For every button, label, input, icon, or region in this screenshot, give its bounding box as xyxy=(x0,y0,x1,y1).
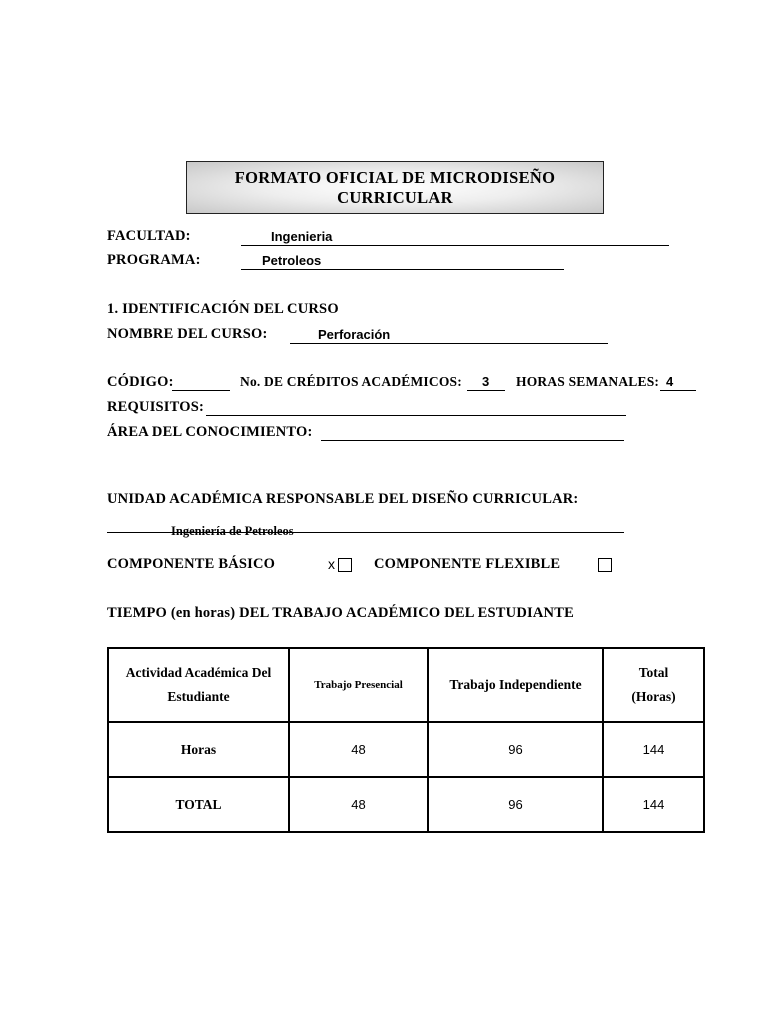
area-field xyxy=(321,424,624,441)
row-independiente: 96 xyxy=(428,722,603,777)
codigo-field xyxy=(172,374,230,391)
row-total: 144 xyxy=(603,722,704,777)
unidad-label: UNIDAD ACADÉMICA RESPONSABLE DEL DISEÑO CURRICULAR: xyxy=(107,491,579,507)
facultad-value: Ingenieria xyxy=(271,229,333,244)
unidad-value: Ingeniería de Petroleos xyxy=(171,524,294,538)
componente-flexible-label: COMPONENTE FLEXIBLE xyxy=(374,556,561,572)
table-header-row xyxy=(108,648,704,722)
programa-value: Petroleos xyxy=(262,253,322,268)
creditos-label: No. DE CRÉDITOS ACADÉMICOS: xyxy=(240,374,462,389)
header-total xyxy=(603,648,704,722)
curso-value: Perforación xyxy=(318,327,391,342)
codigo-label: CÓDIGO: xyxy=(107,374,174,390)
componente-basico-label: COMPONENTE BÁSICO xyxy=(107,556,276,572)
componente-basico-mark: x xyxy=(328,556,335,572)
header-actividad-text: Actividad Académica Del Estudiante xyxy=(125,665,272,704)
document-title-line1: FORMATO OFICIAL DE MICRODISEÑO xyxy=(234,168,556,187)
row-label: Horas xyxy=(108,722,289,777)
row-presencial: 48 xyxy=(289,722,428,777)
table-row xyxy=(108,722,704,777)
section-identificacion-title: 1. IDENTIFICACIÓN DEL CURSO xyxy=(107,301,339,317)
requisitos-label: REQUISITOS: xyxy=(107,399,205,415)
row-independiente: 96 xyxy=(428,777,603,832)
horas-table xyxy=(107,647,705,833)
componente-flexible-checkbox[interactable] xyxy=(598,558,612,572)
horas-semanales-value: 4 xyxy=(666,374,674,389)
document-title-box xyxy=(186,161,604,214)
tiempo-title: TIEMPO (en horas) DEL TRABAJO ACADÉMICO DEL ESTUDIANTE xyxy=(107,605,574,621)
curso-label: NOMBRE DEL CURSO: xyxy=(107,326,268,342)
header-independiente: Trabajo Independiente xyxy=(428,648,603,722)
row-total: 144 xyxy=(603,777,704,832)
row-presencial: 48 xyxy=(289,777,428,832)
area-label: ÁREA DEL CONOCIMIENTO: xyxy=(107,424,313,440)
document-title-line2: CURRICULAR xyxy=(337,188,453,207)
row-label: TOTAL xyxy=(108,777,289,832)
horas-semanales-label: HORAS SEMANALES: xyxy=(516,374,660,389)
facultad-label: FACULTAD: xyxy=(107,228,191,244)
table-row xyxy=(108,777,704,832)
header-total-line2: (Horas) xyxy=(631,689,676,704)
requisitos-field xyxy=(206,399,626,416)
creditos-value: 3 xyxy=(482,374,490,389)
header-total-line1: Total xyxy=(638,665,669,680)
header-actividad xyxy=(108,648,289,722)
header-presencial: Trabajo Presencial xyxy=(289,648,428,722)
programa-label: PROGRAMA: xyxy=(107,252,201,268)
componente-basico-checkbox[interactable] xyxy=(338,558,352,572)
